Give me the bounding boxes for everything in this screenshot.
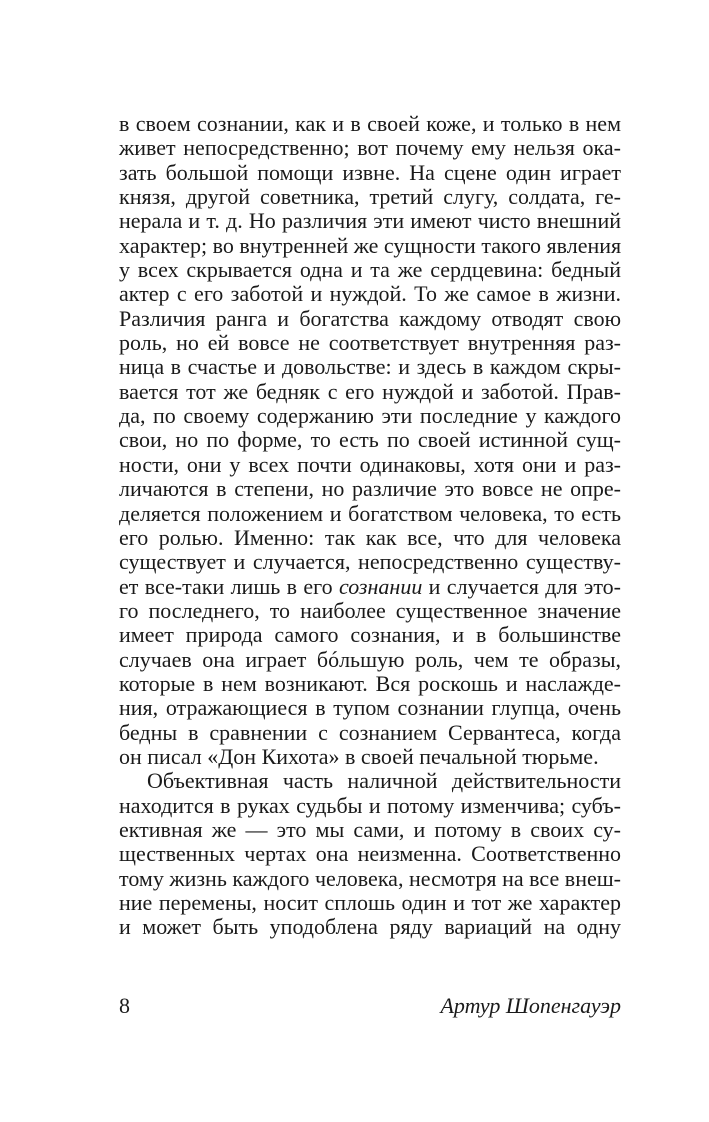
text-line: ния, отражающиеся в тупом сознании глупца, очень (119, 695, 621, 721)
page-footer (119, 993, 621, 1023)
text-line: личаются в степени, но различие это вовсе не опре- (119, 476, 621, 502)
text-line: щественных чертах она неизменна. Соответственно (119, 841, 621, 867)
emphasized-word: сознании (338, 573, 423, 599)
text-segment: ет все-таки лишь в его (119, 573, 339, 599)
text-line: бедны в сравнении с сознанием Сервантеса, когда (119, 719, 621, 745)
text-line: и может быть уподоблена ряду вариаций на одну (119, 914, 621, 940)
paragraph-1 (119, 112, 621, 769)
text-line: у всех скрывается одна и та же сердцевина: бедный (119, 257, 621, 283)
text-line: имеет природа самого сознания, и в большинстве (119, 622, 621, 648)
text-line: существует и случается, непосредственно существу- (119, 549, 621, 575)
text-line: го последнего, то наиболее существенное значение (119, 597, 621, 623)
page-number: 8 (119, 993, 130, 1018)
paragraph-2 (119, 769, 621, 939)
text-line: в своем сознании, как и в своей коже, и только в нем (119, 111, 621, 136)
text-line: ница в счастье и довольстве: и здесь в каждом скры- (119, 354, 621, 380)
text-line: свои, но по форме, то есть по своей истинной сущ- (119, 427, 621, 453)
text-line: случаев она играет бóльшую роль, чем те образы, (119, 646, 621, 672)
text-line-with-emphasis (119, 575, 621, 599)
text-line: зать большой помощи извне. На сцене один играет (119, 159, 621, 185)
text-line: он писал «Дон Кихота» в своей печальной тюрьме. (119, 743, 599, 769)
text-line: живет непосредственно; вот почему ему нельзя ока- (119, 135, 621, 161)
text-line: нерала и т. д. Но различия эти имеют чисто внешний (119, 208, 621, 234)
text-line: актер с его заботой и нуждой. То же самое в жизни. (119, 281, 621, 307)
text-segment: и случается для это- (422, 573, 621, 599)
text-line: его ролью. Именно: так как все, что для человека (119, 524, 621, 550)
text-line: деляется положением и богатством человека, то есть (119, 500, 621, 526)
text-line: Различия ранга и богатства каждому отводят свою (119, 305, 621, 331)
body-text (119, 112, 621, 940)
running-title: Артур Шопенгауэр (440, 993, 621, 1018)
text-line: Объективная часть наличной действительности (147, 768, 621, 794)
text-line: ности, они у всех почти одинаковы, хотя они и раз- (119, 451, 621, 477)
text-line: роль, но ей вовсе не соответствует внутренняя раз- (119, 330, 621, 356)
text-line: находится в руках судьбы и потому изменчива; субъ- (119, 792, 621, 818)
text-line: вается тот же бедняк с его нуждой и заботой. Прав- (119, 378, 621, 404)
text-line: князя, другой советника, третий слугу, солдата, ге- (119, 184, 621, 210)
text-line: характер; во внутренней же сущности такого явления (119, 232, 622, 258)
text-line: которые в нем возникают. Вся роскошь и наслажде- (119, 670, 621, 696)
text-line: тому жизнь каждого человека, несмотря на все внеш- (119, 865, 621, 891)
text-line: да, по своему содержанию эти последние у каждого (119, 403, 621, 429)
text-line: ние перемены, носит сплошь один и тот же характер (119, 890, 621, 915)
text-line: ективная же — это мы сами, и потому в своих су- (119, 816, 621, 842)
